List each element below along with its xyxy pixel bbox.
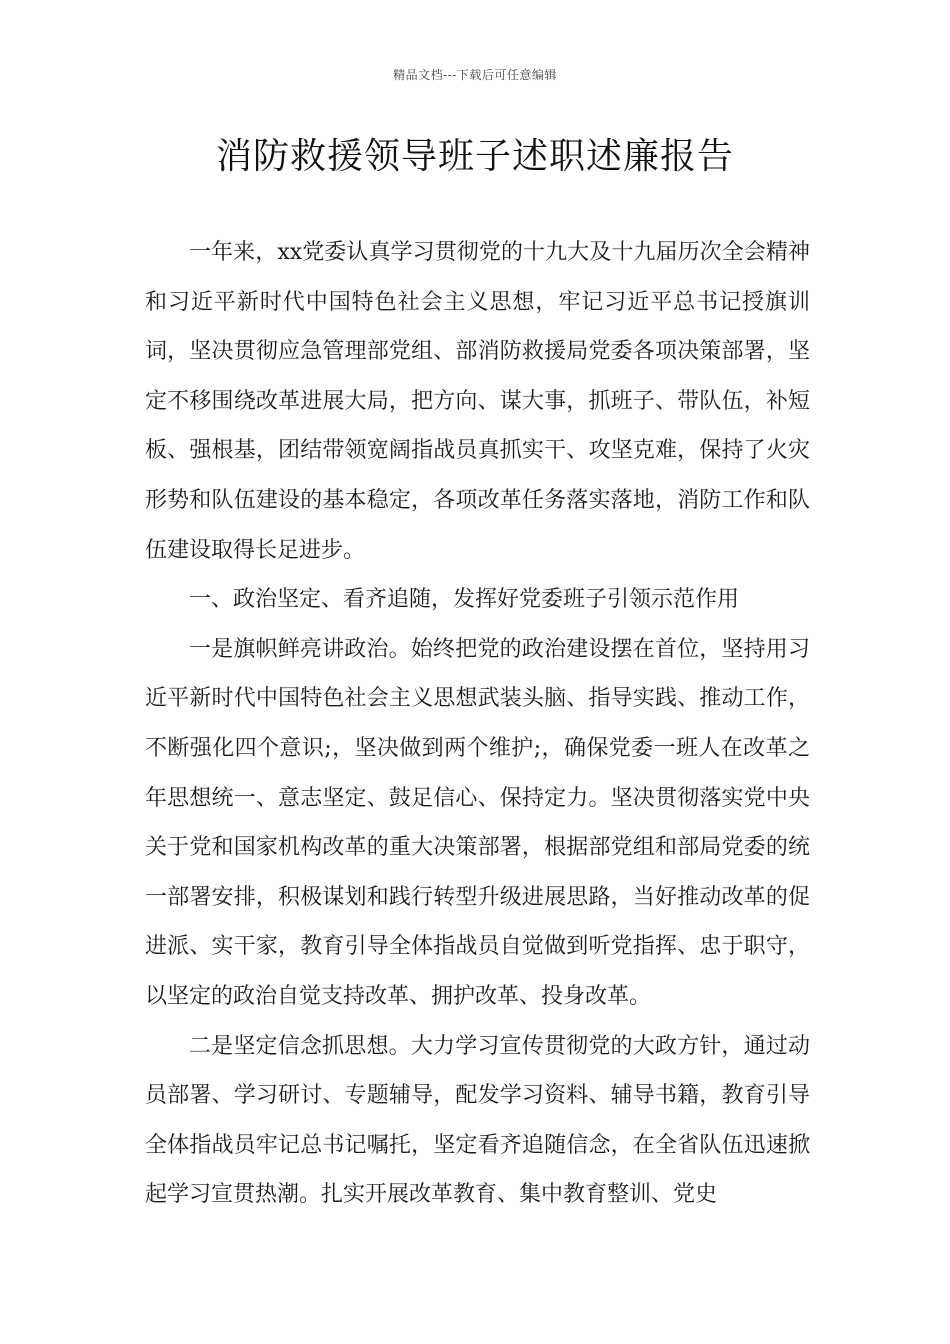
paragraph-intro: 一年来，xx党委认真学习贯彻党的十九大及十九届历次全会精神和习近平新时代中国特色社会主义思想，牢记习近平总书记授旗训词，坚决贯彻应急管理部党组、部消防救援局党委各项决策部署，坚定不移围绕改革进展大局，把方向、谋大事，抓班子、带队伍，补短板、强根基，团结带领宽阔指战员真抓实干、攻坚克难，保持了火灾形势和队伍建设的基本稳定，各项改革任务落实落地，消防工作和队伍建设取得长足进步。 [145, 240, 810, 563]
header-note: 精品文档---下载后可任意编辑 [393, 68, 557, 82]
document-title: 消防救援领导班子述职述廉报告 [215, 136, 734, 177]
paragraph-beliefs: 二是坚定信念抓思想。大力学习宣传贯彻党的大政方针，通过动员部署、学习研讨、专题辅导，配发学习资料、辅导书籍，教育引导全体指战员牢记总书记嘱托，坚定看齐追随信念，在全省队伍迅速掀起学习宣贯热潮。扎实开展改革教育、集中教育整训、党史 [145, 1033, 810, 1208]
document-body [145, 228, 810, 1220]
paragraph-politics: 一是旗帜鲜亮讲政治。始终把党的政治建设摆在首位，坚持用习近平新时代中国特色社会主义思想武装头脑、指导实践、推动工作，不断强化四个意识;，坚决做到两个维护;，确保党委一班人在改革之年思想统一、意志坚定、鼓足信心、保持定力。坚决贯彻落实党中央关于党和国家机构改革的重大决策部署，根据部党组和部局党委的统一部署安排，积极谋划和践行转型升级进展思路，当好推动改革的促进派、实干家，教育引导全体指战员自觉做到听党指挥、忠于职守，以坚定的政治自觉支持改革、拥护改革、投身改革。 [145, 636, 810, 1009]
section-heading-1: 一、政治坚定、看齐追随，发挥好党委班子引领示范作用 [189, 587, 740, 613]
